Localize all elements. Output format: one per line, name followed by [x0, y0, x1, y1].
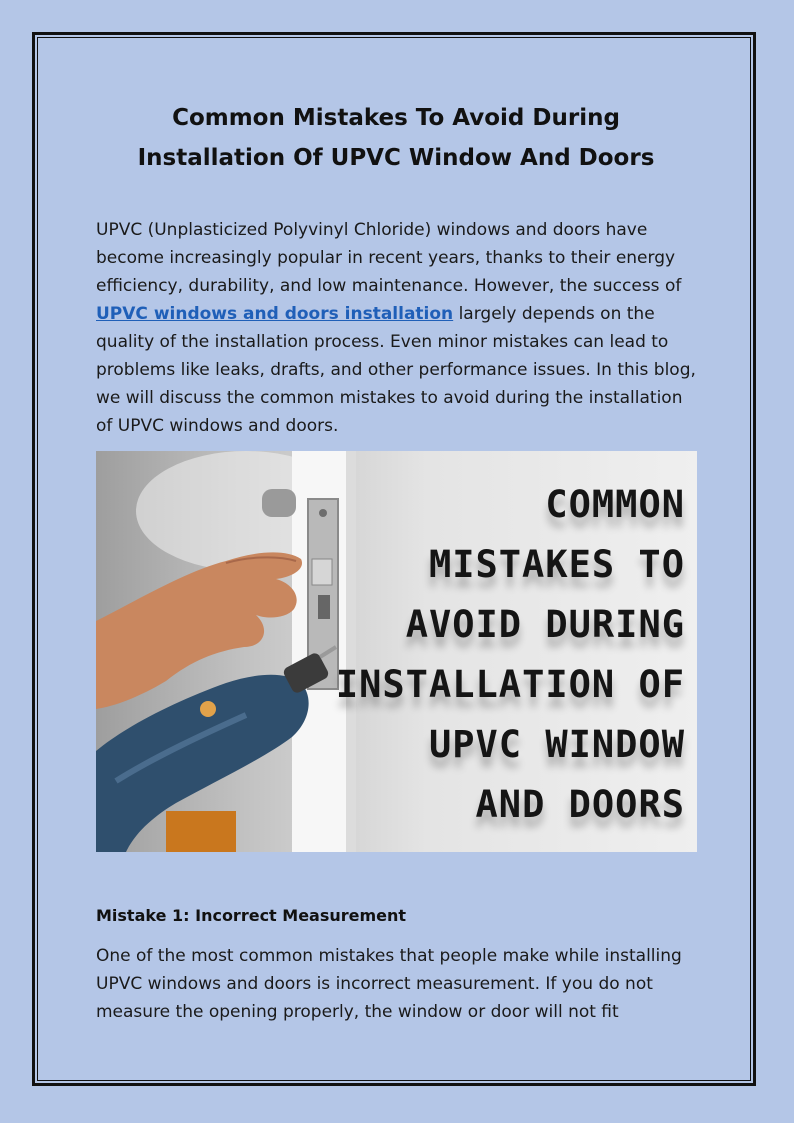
hero-line-2: MISTAKES TO [428, 543, 685, 586]
section-heading-mistake-1: Mistake 1: Incorrect Measurement [96, 906, 407, 925]
hero-caption [336, 475, 685, 835]
intro-text-after: largely depends on the quality of the installation process. Even minor mistakes can lead to problems like leaks, drafts, and other performance issues. In this blog, we will discuss the common mistakes to avoid during the installation of UPVC windows and doors. [96, 304, 696, 436]
page-title: Common Mistakes To Avoid During Installation Of UPVC Window And Doors [137, 105, 655, 171]
hero-line-6: AND DOORS [475, 783, 685, 826]
hero-line-3: AVOID DURING [405, 603, 685, 646]
section-paragraph-mistake-1: One of the most common mistakes that people make while installing UPVC windows and doors is incorrect measurement. If you do not measure the opening properly, the window or door will not fit [96, 946, 682, 1022]
door-handle [262, 489, 296, 517]
hero-image [96, 451, 697, 852]
drill-battery [166, 811, 236, 852]
strike-hole [318, 595, 330, 619]
drill-button [200, 701, 216, 717]
screw-top [319, 509, 327, 517]
hero-line-5: UPVC WINDOW [428, 723, 685, 766]
latch-bolt [312, 559, 332, 585]
installation-link[interactable]: UPVC windows and doors installation [96, 304, 454, 324]
hero-line-1: COMMON [545, 483, 685, 526]
intro-text-before: UPVC (Unplasticized Polyvinyl Chloride) windows and doors have become increasingly popular in recent years, thanks to their energy efficiency, durability, and low maintenance. However, the success of [96, 220, 682, 296]
hero-line-4: INSTALLATION OF [335, 663, 685, 706]
intro-paragraph [96, 216, 702, 440]
